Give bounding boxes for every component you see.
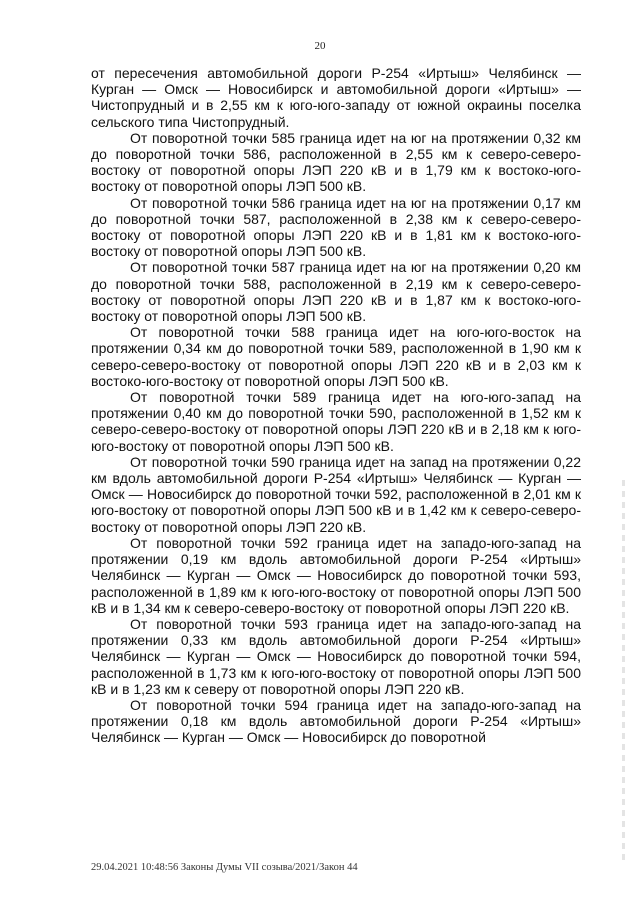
- paragraph-point-594: От поворотной точки 594 граница идет на западо-юго-запад на протяжении 0,18 км вдоль автомобильной дороги Р-254 «Иртыш» Челябинск — Курган — Омск — Новосибирск до поворотной: [91, 696, 581, 746]
- paragraph-point-589: От поворотной точки 589 граница идет на юго-юго-запад на протяжении 0,40 км до поворотной точки 590, расположенной в 1,52 км к северо-северо-востоку от поворотной опоры ЛЭП 220 кВ и в 2,18 км к юго-юго-востоку от поворотной опоры ЛЭП 500 кВ.: [91, 389, 581, 454]
- paragraph-point-586: От поворотной точки 586 граница идет на юг на протяжении 0,17 км до поворотной точки 587, расположенной в 2,38 км к северо-северо-востоку от поворотной опоры ЛЭП 220 кВ и в 1,81 км к востоко-юго-востоку от поворотной опоры ЛЭП 500 кВ.: [91, 194, 581, 260]
- page-footer: 29.04.2021 10:48:56 Законы Думы VII созыва/2021/Закон 44: [91, 862, 358, 873]
- margin-scan-artifact: [622, 480, 625, 860]
- paragraph-point-593: От поворотной точки 593 граница идет на западо-юго-запад на протяжении 0,33 км вдоль автомобильной дороги Р-254 «Иртыш» Челябинск — Курган — Омск — Новосибирск до поворотной точки 594, расположенной в 1,73 км к юго-юго-востоку от поворотной опоры ЛЭП 500 кВ и в 1,23 км к северу от поворотной опоры ЛЭП 220 кВ.: [91, 615, 581, 697]
- paragraph-point-588: От поворотной точки 588 граница идет на юго-юго-восток на протяжении 0,34 км до поворотной точки 589, расположенной в 1,90 км к северо-северо-востоку от поворотной опоры ЛЭП 220 кВ и в 2,03 км к востоко-юго-востоку от поворотной опоры ЛЭП 500 кВ.: [91, 324, 581, 389]
- paragraph-continuation: от пересечения автомобильной дороги Р-254 «Иртыш» Челябинск — Курган — Омск — Новосибирск и автомобильной дороги «Иртыш» — Чистопрудный и в 2,55 км к юго-юго-западу от южной окраины поселка сельского типа Чистопрудный.: [91, 65, 581, 130]
- paragraph-point-592: От поворотной точки 592 граница идет на западо-юго-запад на протяжении 0,19 км вдоль автомобильной дороги Р-254 «Иртыш» Челябинск — Курган — Омск — Новосибирск до поворотной точки 593, расположенной в 1,89 км к юго-юго-востоку от поворотной опоры ЛЭП 500 кВ и в 1,34 км к северо-северо-востоку от поворотной опоры ЛЭП 220 кВ.: [91, 534, 581, 616]
- paragraph-point-585: От поворотной точки 585 граница идет на юг на протяжении 0,32 км до поворотной точки 586, расположенной в 2,55 км к северо-северо-востоку от поворотной опоры ЛЭП 220 кВ и в 1,79 км к востоко-юго-востоку от поворотной опоры ЛЭП 500 кВ.: [91, 129, 581, 195]
- paragraph-point-587: От поворотной точки 587 граница идет на юг на протяжении 0,20 км до поворотной точки 588, расположенной в 2,19 км к северо-северо-востоку от поворотной опоры ЛЭП 220 кВ и в 1,87 км к востоко-юго-востоку от поворотной опоры ЛЭП 500 кВ.: [91, 259, 581, 325]
- paragraph-point-590: От поворотной точки 590 граница идет на запад на протяжении 0,22 км вдоль автомобильной дороги Р-254 «Иртыш» Челябинск — Курган — Омск — Новосибирск до поворотной точки 592, расположенной в 2,01 км к юго-востоку от поворотной опоры ЛЭП 500 кВ и в 1,42 км к северо-северо-востоку от поворотной опоры ЛЭП 220 кВ.: [91, 453, 581, 535]
- document-body: [91, 65, 581, 746]
- page-number: 20: [314, 40, 326, 52]
